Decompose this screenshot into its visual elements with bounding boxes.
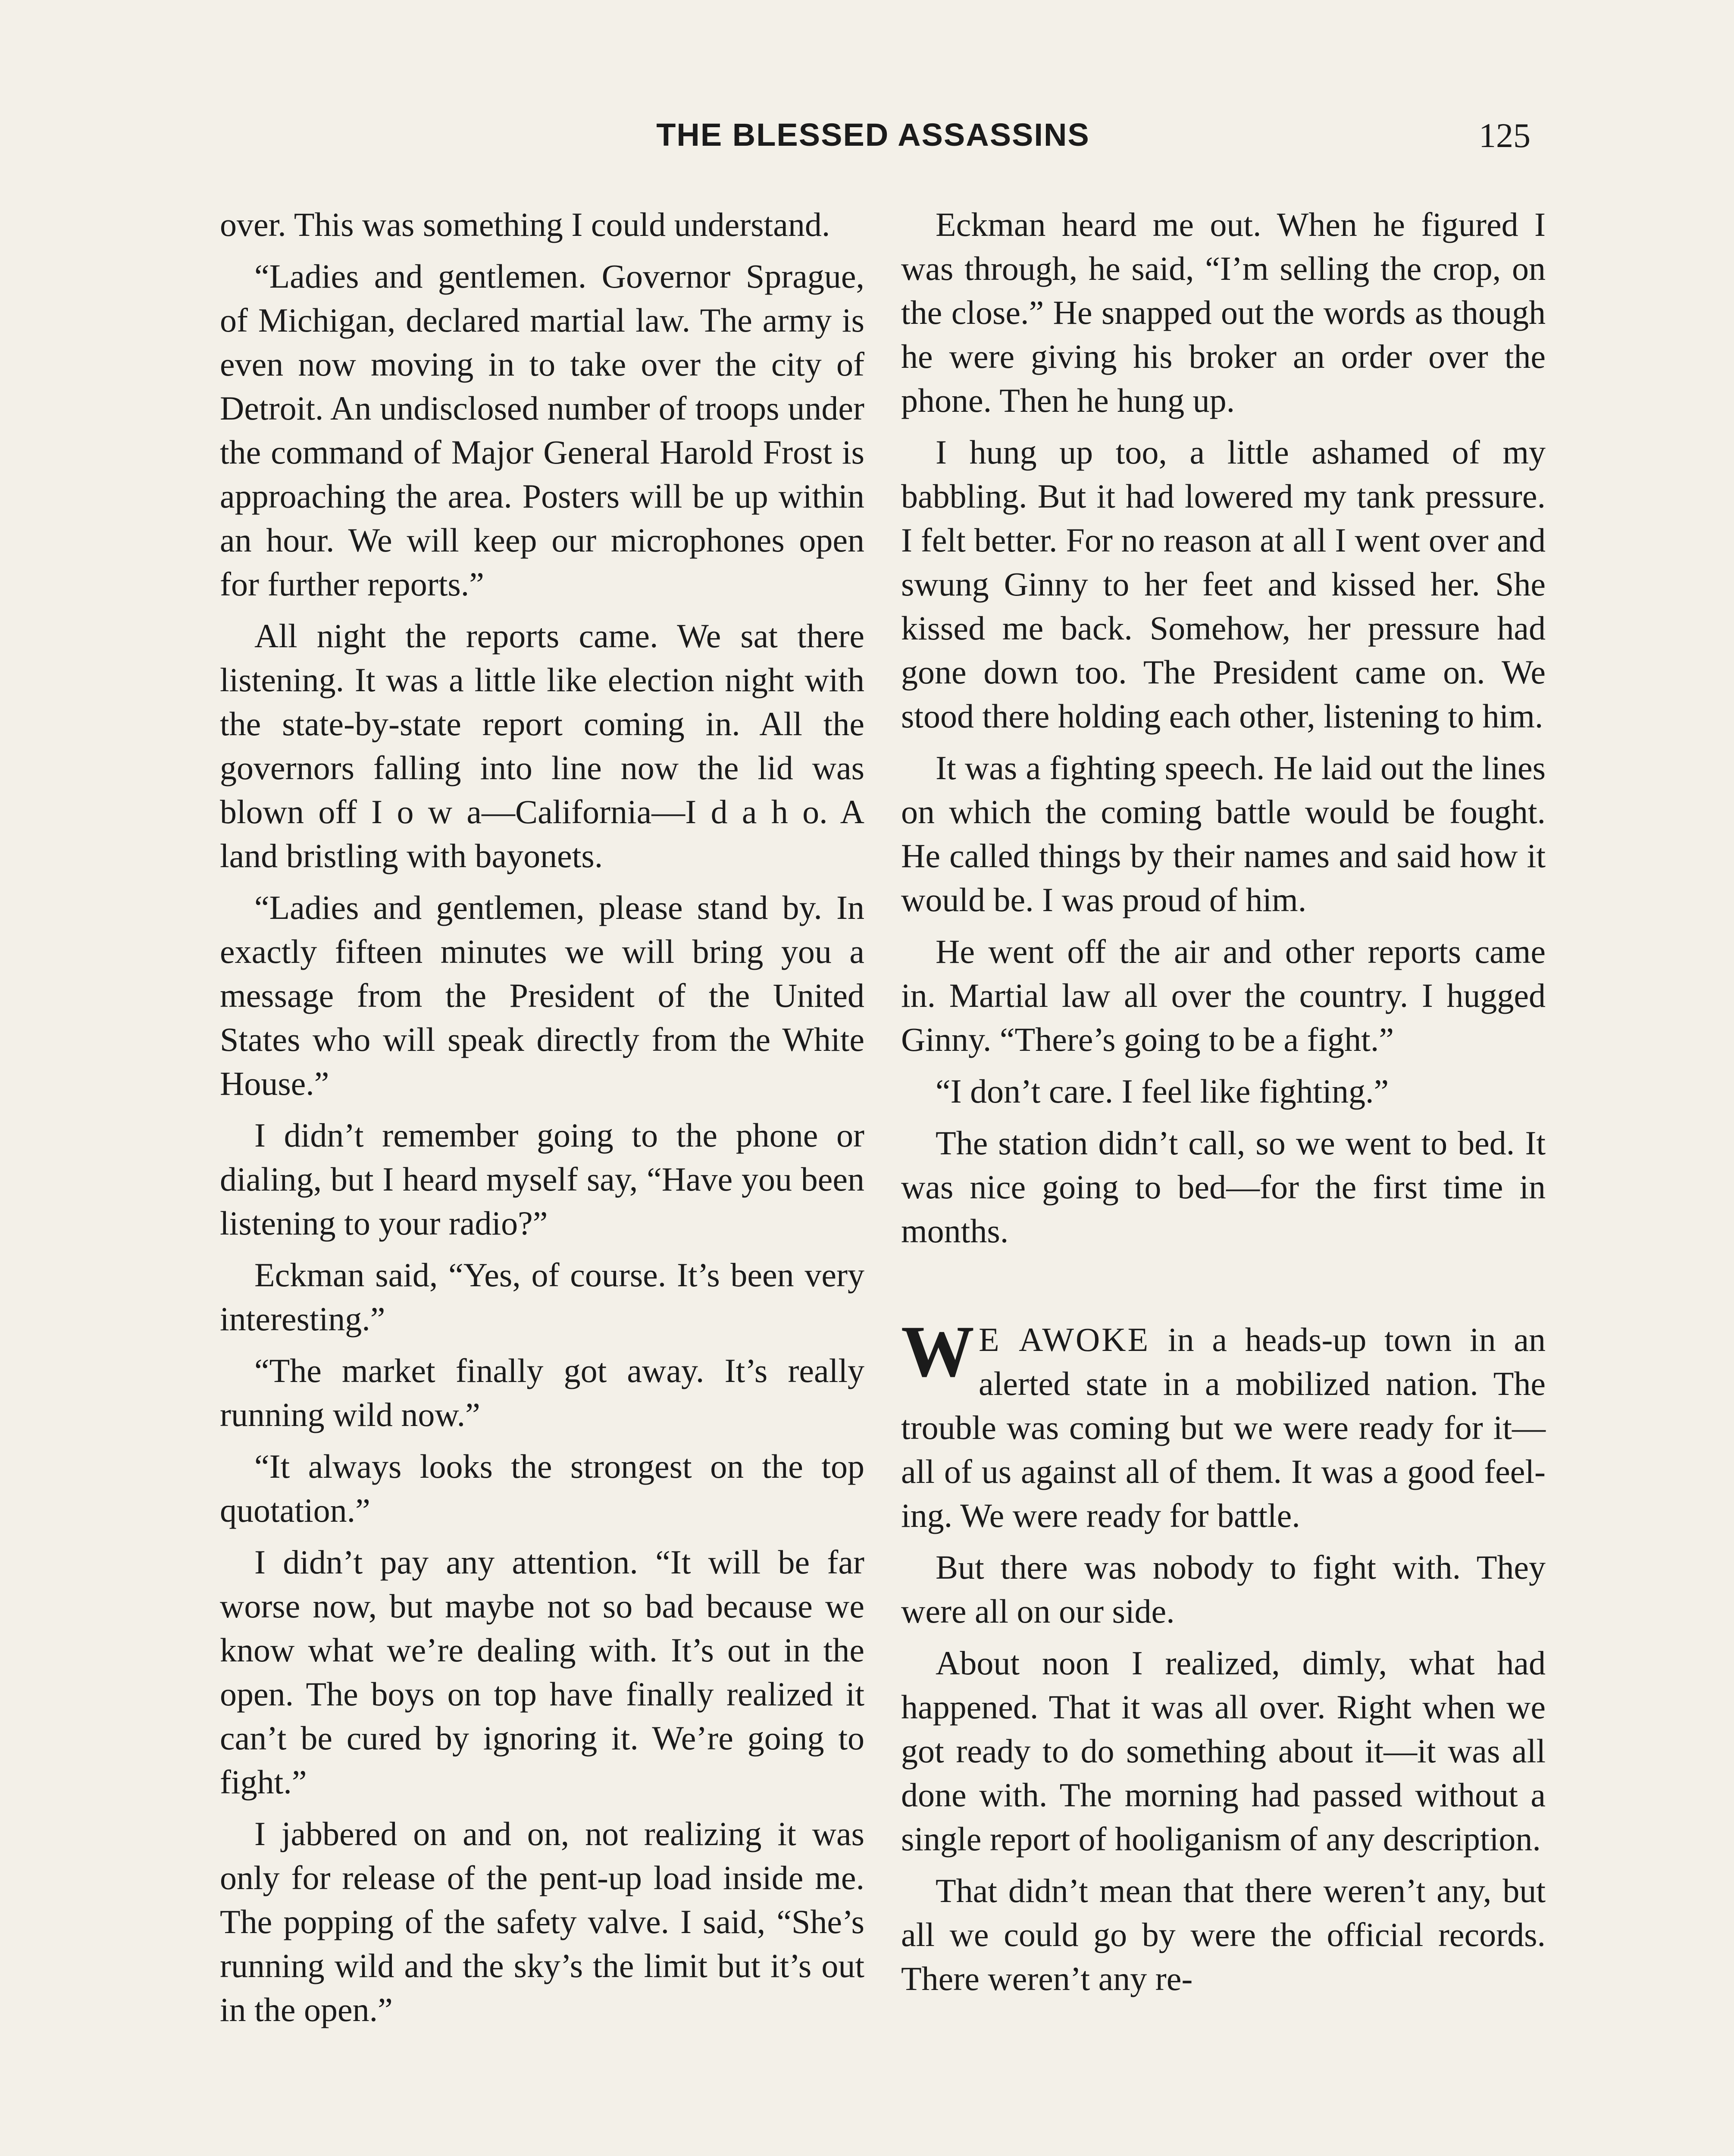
paragraph: over. This was something I could understand. xyxy=(220,206,830,243)
paragraph: “The market finally got away. It’s really running wild now.” xyxy=(220,1352,864,1433)
right-column xyxy=(901,203,1546,2009)
paragraph: It was a fighting speech. He laid out the lines on which the coming battle would be fought. He called things by their names and said how it would be. I was proud of him. xyxy=(901,749,1546,918)
left-column xyxy=(220,203,864,2040)
paragraph: “It always looks the strongest on the top quotation.” xyxy=(220,1448,864,1529)
paragraph: All night the reports came. We sat there listening. It was a little like election night with the state-by-state report coming in. All the governors falling into line now the lid was blown off I o w a—California—I d a h o. A land bristling with bayonets. xyxy=(220,617,864,874)
opening-text: in a heads-up town in an alerted state in a mobilized nation. The trouble was coming but we were ready for it—all of us against all of them. It was a good feeling. We were ready for battle. xyxy=(901,1321,1546,1534)
running-title: THE BLESSED ASSASSINS xyxy=(656,117,1090,153)
paragraph: I didn’t pay any attention. “It will be far worse now, but maybe not so bad because we know what we’re dealing with. It’s out in the open. The boys on top have finally realized it can’t be cured by ignoring it. We’re going to fight.” xyxy=(220,1543,864,1801)
paragraph: I didn’t remember going to the phone or dialing, but I heard myself say, “Have you been listening to your radio?” xyxy=(220,1116,864,1242)
paragraph: “Ladies and gentlemen, please stand by. In exactly fifteen minutes we will bring you a message from the President of the United States who will speak directly from the White House.” xyxy=(220,889,864,1102)
paragraph: But there was nobody to fight with. They were all on our side. xyxy=(901,1548,1546,1630)
paragraph: The station didn’t call, so we went to bed. It was nice going to bed—for the first time in months. xyxy=(901,1124,1546,1250)
paragraph: “I don’t care. I feel like fighting.” xyxy=(936,1072,1389,1110)
running-head xyxy=(216,116,1531,164)
paragraph: “Ladies and gentlemen. Governor Sprague, of Michigan, declared martial law. The army is even now moving in to take over the city of Detroit. An undisclosed number of troops under the command of Major General Harold Frost is approaching the area. Posters will be up within an hour. We will keep our microphones open for further reports.” xyxy=(220,257,864,603)
paragraph: He went off the air and other reports came in. Martial law all over the country. I hugged Ginny. “There’s going to be a fight.” xyxy=(901,933,1546,1058)
paragraph: I hung up too, a little ashamed of my babbling. But it had lowered my tank pressure. I felt better. For no reason at all I went over and swung Ginny to her feet and kissed her. She kissed me back. Somehow, her pressure had gone down too. The President came on. We stood there holding each other, listening to him. xyxy=(901,433,1546,735)
paragraph: Eckman said, “Yes, of course. It’s been very interesting.” xyxy=(220,1256,864,1338)
paragraph: About noon I realized, dimly, what had happened. That it was all over. Right when we got ready to do something about it—it was all done with. The morning had passed without a single report of hooliganism of any description. xyxy=(901,1644,1546,1858)
paragraph: That didn’t mean that there weren’t any, but all we could go by were the official records. There weren’t any re- xyxy=(901,1872,1546,1997)
page-number: 125 xyxy=(1479,117,1531,155)
paragraph: I jabbered on and on, not realizing it was only for release of the pent-up load inside me. The popping of the safety valve. I said, “She’s running wild and the sky’s the limit but it’s out in the open.” xyxy=(220,1815,864,2028)
section-opening-paragraph xyxy=(901,1311,1546,1538)
paragraph: Eckman heard me out. When he figured I was through, he said, “I’m selling the crop, on the close.” He snapped out the words as though he were giving his broker an order over the phone. Then he hung up. xyxy=(901,206,1546,419)
opening-caps: E AWOKE xyxy=(979,1321,1150,1358)
drop-cap: W xyxy=(901,1311,972,1392)
